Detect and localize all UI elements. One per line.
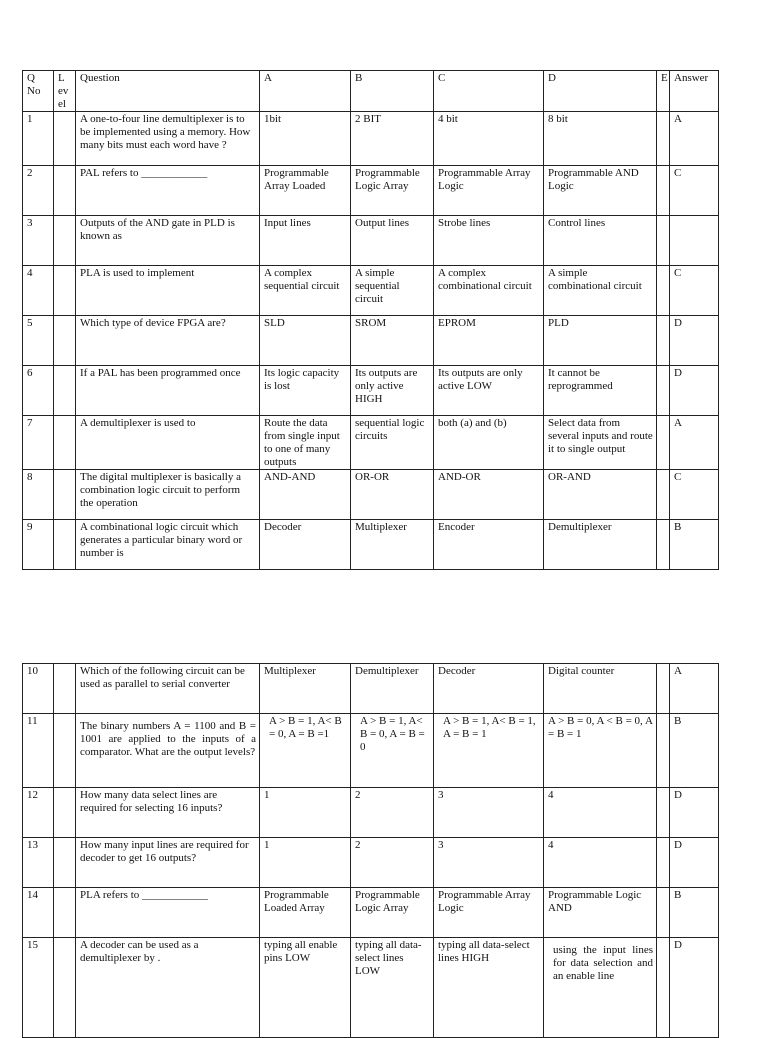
header-answer: Answer — [670, 71, 719, 112]
question-number: 15 — [23, 938, 54, 1038]
option-c: A > B = 1, A< B = 1, A = B = 1 — [434, 714, 544, 788]
option-b: OR-OR — [351, 470, 434, 520]
option-b: Programmable Logic Array — [351, 166, 434, 216]
question-level — [54, 366, 76, 416]
question-text: A one-to-four line demultiplexer is to be implemented using a memory. How many bits must each word have ? — [76, 112, 260, 166]
question-text: Which of the following circuit can be used as parallel to serial converter — [76, 664, 260, 714]
option-b: A simple sequential circuit — [351, 266, 434, 316]
question-level — [54, 166, 76, 216]
option-e — [657, 166, 670, 216]
option-a: Route the data from single input to one of many outputs — [260, 416, 351, 470]
option-b: A > B = 1, A< B = 0, A = B = 0 — [351, 714, 434, 788]
answer: A — [670, 112, 719, 166]
question-number: 10 — [23, 664, 54, 714]
question-number: 11 — [23, 714, 54, 788]
answer — [670, 216, 719, 266]
header-b: B — [351, 71, 434, 112]
option-a: AND-AND — [260, 470, 351, 520]
option-d: Control lines — [544, 216, 657, 266]
option-a: 1bit — [260, 112, 351, 166]
option-e — [657, 470, 670, 520]
option-b: Multiplexer — [351, 520, 434, 570]
option-b: SROM — [351, 316, 434, 366]
option-b: typing all data-select lines LOW — [351, 938, 434, 1038]
question-level — [54, 470, 76, 520]
table-row — [23, 216, 719, 266]
option-c: AND-OR — [434, 470, 544, 520]
option-d: Programmable AND Logic — [544, 166, 657, 216]
question-level — [54, 664, 76, 714]
table-row — [23, 664, 719, 714]
header-a: A — [260, 71, 351, 112]
question-level — [54, 216, 76, 266]
option-b: 2 — [351, 788, 434, 838]
option-c: Strobe lines — [434, 216, 544, 266]
option-a: Its logic capacity is lost — [260, 366, 351, 416]
question-number: 3 — [23, 216, 54, 266]
option-c: 4 bit — [434, 112, 544, 166]
option-a: Programmable Loaded Array — [260, 888, 351, 938]
question-table-2 — [22, 663, 719, 1038]
answer: A — [670, 664, 719, 714]
option-e — [657, 112, 670, 166]
option-b: Demultiplexer — [351, 664, 434, 714]
option-e — [657, 266, 670, 316]
question-number: 13 — [23, 838, 54, 888]
header-qno: Q No — [23, 71, 54, 112]
option-c: 3 — [434, 788, 544, 838]
option-b: Output lines — [351, 216, 434, 266]
question-level — [54, 838, 76, 888]
option-d: 4 — [544, 838, 657, 888]
question-text: PAL refers to ____________ — [76, 166, 260, 216]
question-level — [54, 112, 76, 166]
option-a: Programmable Array Loaded — [260, 166, 351, 216]
question-level — [54, 714, 76, 788]
option-c: A complex combinational circuit — [434, 266, 544, 316]
question-text: The binary numbers A = 1100 and B = 1001 are applied to the inputs of a comparator. What are the output levels? — [76, 714, 260, 788]
answer: B — [670, 714, 719, 788]
option-e — [657, 788, 670, 838]
question-number: 14 — [23, 888, 54, 938]
answer: D — [670, 366, 719, 416]
option-e — [657, 416, 670, 470]
option-c: Decoder — [434, 664, 544, 714]
table-row — [23, 166, 719, 216]
option-d: using the input lines for data selection and an enable line — [544, 938, 657, 1038]
question-number: 7 — [23, 416, 54, 470]
answer: B — [670, 520, 719, 570]
option-b: Its outputs are only active HIGH — [351, 366, 434, 416]
option-e — [657, 714, 670, 788]
option-a: A complex sequential circuit — [260, 266, 351, 316]
option-b: sequential logic circuits — [351, 416, 434, 470]
question-text: PLA refers to ____________ — [76, 888, 260, 938]
option-b: Programmable Logic Array — [351, 888, 434, 938]
option-d: 8 bit — [544, 112, 657, 166]
question-text: PLA is used to implement — [76, 266, 260, 316]
option-a: typing all enable pins LOW — [260, 938, 351, 1038]
option-a: Input lines — [260, 216, 351, 266]
question-number: 8 — [23, 470, 54, 520]
answer: B — [670, 888, 719, 938]
question-level — [54, 316, 76, 366]
option-c: Programmable Array Logic — [434, 888, 544, 938]
option-b: 2 — [351, 838, 434, 888]
option-e — [657, 216, 670, 266]
option-d: 4 — [544, 788, 657, 838]
question-level — [54, 266, 76, 316]
option-a: Multiplexer — [260, 664, 351, 714]
table-row — [23, 938, 719, 1038]
option-a: 1 — [260, 838, 351, 888]
answer: D — [670, 838, 719, 888]
question-text: A decoder can be used as a demultiplexer by . — [76, 938, 260, 1038]
table-row — [23, 788, 719, 838]
option-d: A simple combinational circuit — [544, 266, 657, 316]
question-number: 1 — [23, 112, 54, 166]
question-text: A combinational logic circuit which generates a particular binary word or number is — [76, 520, 260, 570]
table-row — [23, 416, 719, 470]
option-d: Programmable Logic AND — [544, 888, 657, 938]
answer: C — [670, 266, 719, 316]
option-a: SLD — [260, 316, 351, 366]
question-level — [54, 888, 76, 938]
question-text: If a PAL has been programmed once — [76, 366, 260, 416]
answer: D — [670, 938, 719, 1038]
header-c: C — [434, 71, 544, 112]
option-e — [657, 888, 670, 938]
table-row — [23, 366, 719, 416]
header-d: D — [544, 71, 657, 112]
answer: A — [670, 416, 719, 470]
question-text: How many data select lines are required for selecting 16 inputs? — [76, 788, 260, 838]
question-number: 5 — [23, 316, 54, 366]
table-row — [23, 470, 719, 520]
option-c: Encoder — [434, 520, 544, 570]
option-c: typing all data-select lines HIGH — [434, 938, 544, 1038]
table-row — [23, 316, 719, 366]
answer: D — [670, 316, 719, 366]
option-d: A > B = 0, A < B = 0, A = B = 1 — [544, 714, 657, 788]
option-d: It cannot be reprogrammed — [544, 366, 657, 416]
question-level — [54, 416, 76, 470]
question-table-1 — [22, 70, 719, 570]
option-d: PLD — [544, 316, 657, 366]
answer: C — [670, 470, 719, 520]
question-text: Which type of device FPGA are? — [76, 316, 260, 366]
question-level — [54, 788, 76, 838]
question-number: 12 — [23, 788, 54, 838]
question-text: How many input lines are required for decoder to get 16 outputs? — [76, 838, 260, 888]
option-a: A > B = 1, A< B = 0, A = B =1 — [260, 714, 351, 788]
option-e — [657, 938, 670, 1038]
header-e: E — [657, 71, 670, 112]
question-level — [54, 520, 76, 570]
header-question: Question — [76, 71, 260, 112]
option-b: 2 BIT — [351, 112, 434, 166]
option-d: Digital counter — [544, 664, 657, 714]
option-c: 3 — [434, 838, 544, 888]
option-e — [657, 366, 670, 416]
question-number: 6 — [23, 366, 54, 416]
question-text: The digital multiplexer is basically a combination logic circuit to perform the operation — [76, 470, 260, 520]
table-row — [23, 714, 719, 788]
question-number: 2 — [23, 166, 54, 216]
option-d: OR-AND — [544, 470, 657, 520]
question-text: Outputs of the AND gate in PLD is known as — [76, 216, 260, 266]
question-number: 9 — [23, 520, 54, 570]
table-row — [23, 112, 719, 166]
option-e — [657, 664, 670, 714]
table-row — [23, 520, 719, 570]
option-c: both (a) and (b) — [434, 416, 544, 470]
option-c: Its outputs are only active LOW — [434, 366, 544, 416]
option-e — [657, 316, 670, 366]
option-a: Decoder — [260, 520, 351, 570]
option-e — [657, 520, 670, 570]
option-c: Programmable Array Logic — [434, 166, 544, 216]
option-e — [657, 838, 670, 888]
option-c: EPROM — [434, 316, 544, 366]
table-row — [23, 266, 719, 316]
question-text: A demultiplexer is used to — [76, 416, 260, 470]
header-level: L ev el — [54, 71, 76, 112]
question-number: 4 — [23, 266, 54, 316]
table-row — [23, 838, 719, 888]
option-d: Demultiplexer — [544, 520, 657, 570]
table-row — [23, 888, 719, 938]
answer: D — [670, 788, 719, 838]
question-level — [54, 938, 76, 1038]
header-row — [23, 71, 719, 112]
answer: C — [670, 166, 719, 216]
option-d: Select data from several inputs and route it to single output — [544, 416, 657, 470]
option-a: 1 — [260, 788, 351, 838]
